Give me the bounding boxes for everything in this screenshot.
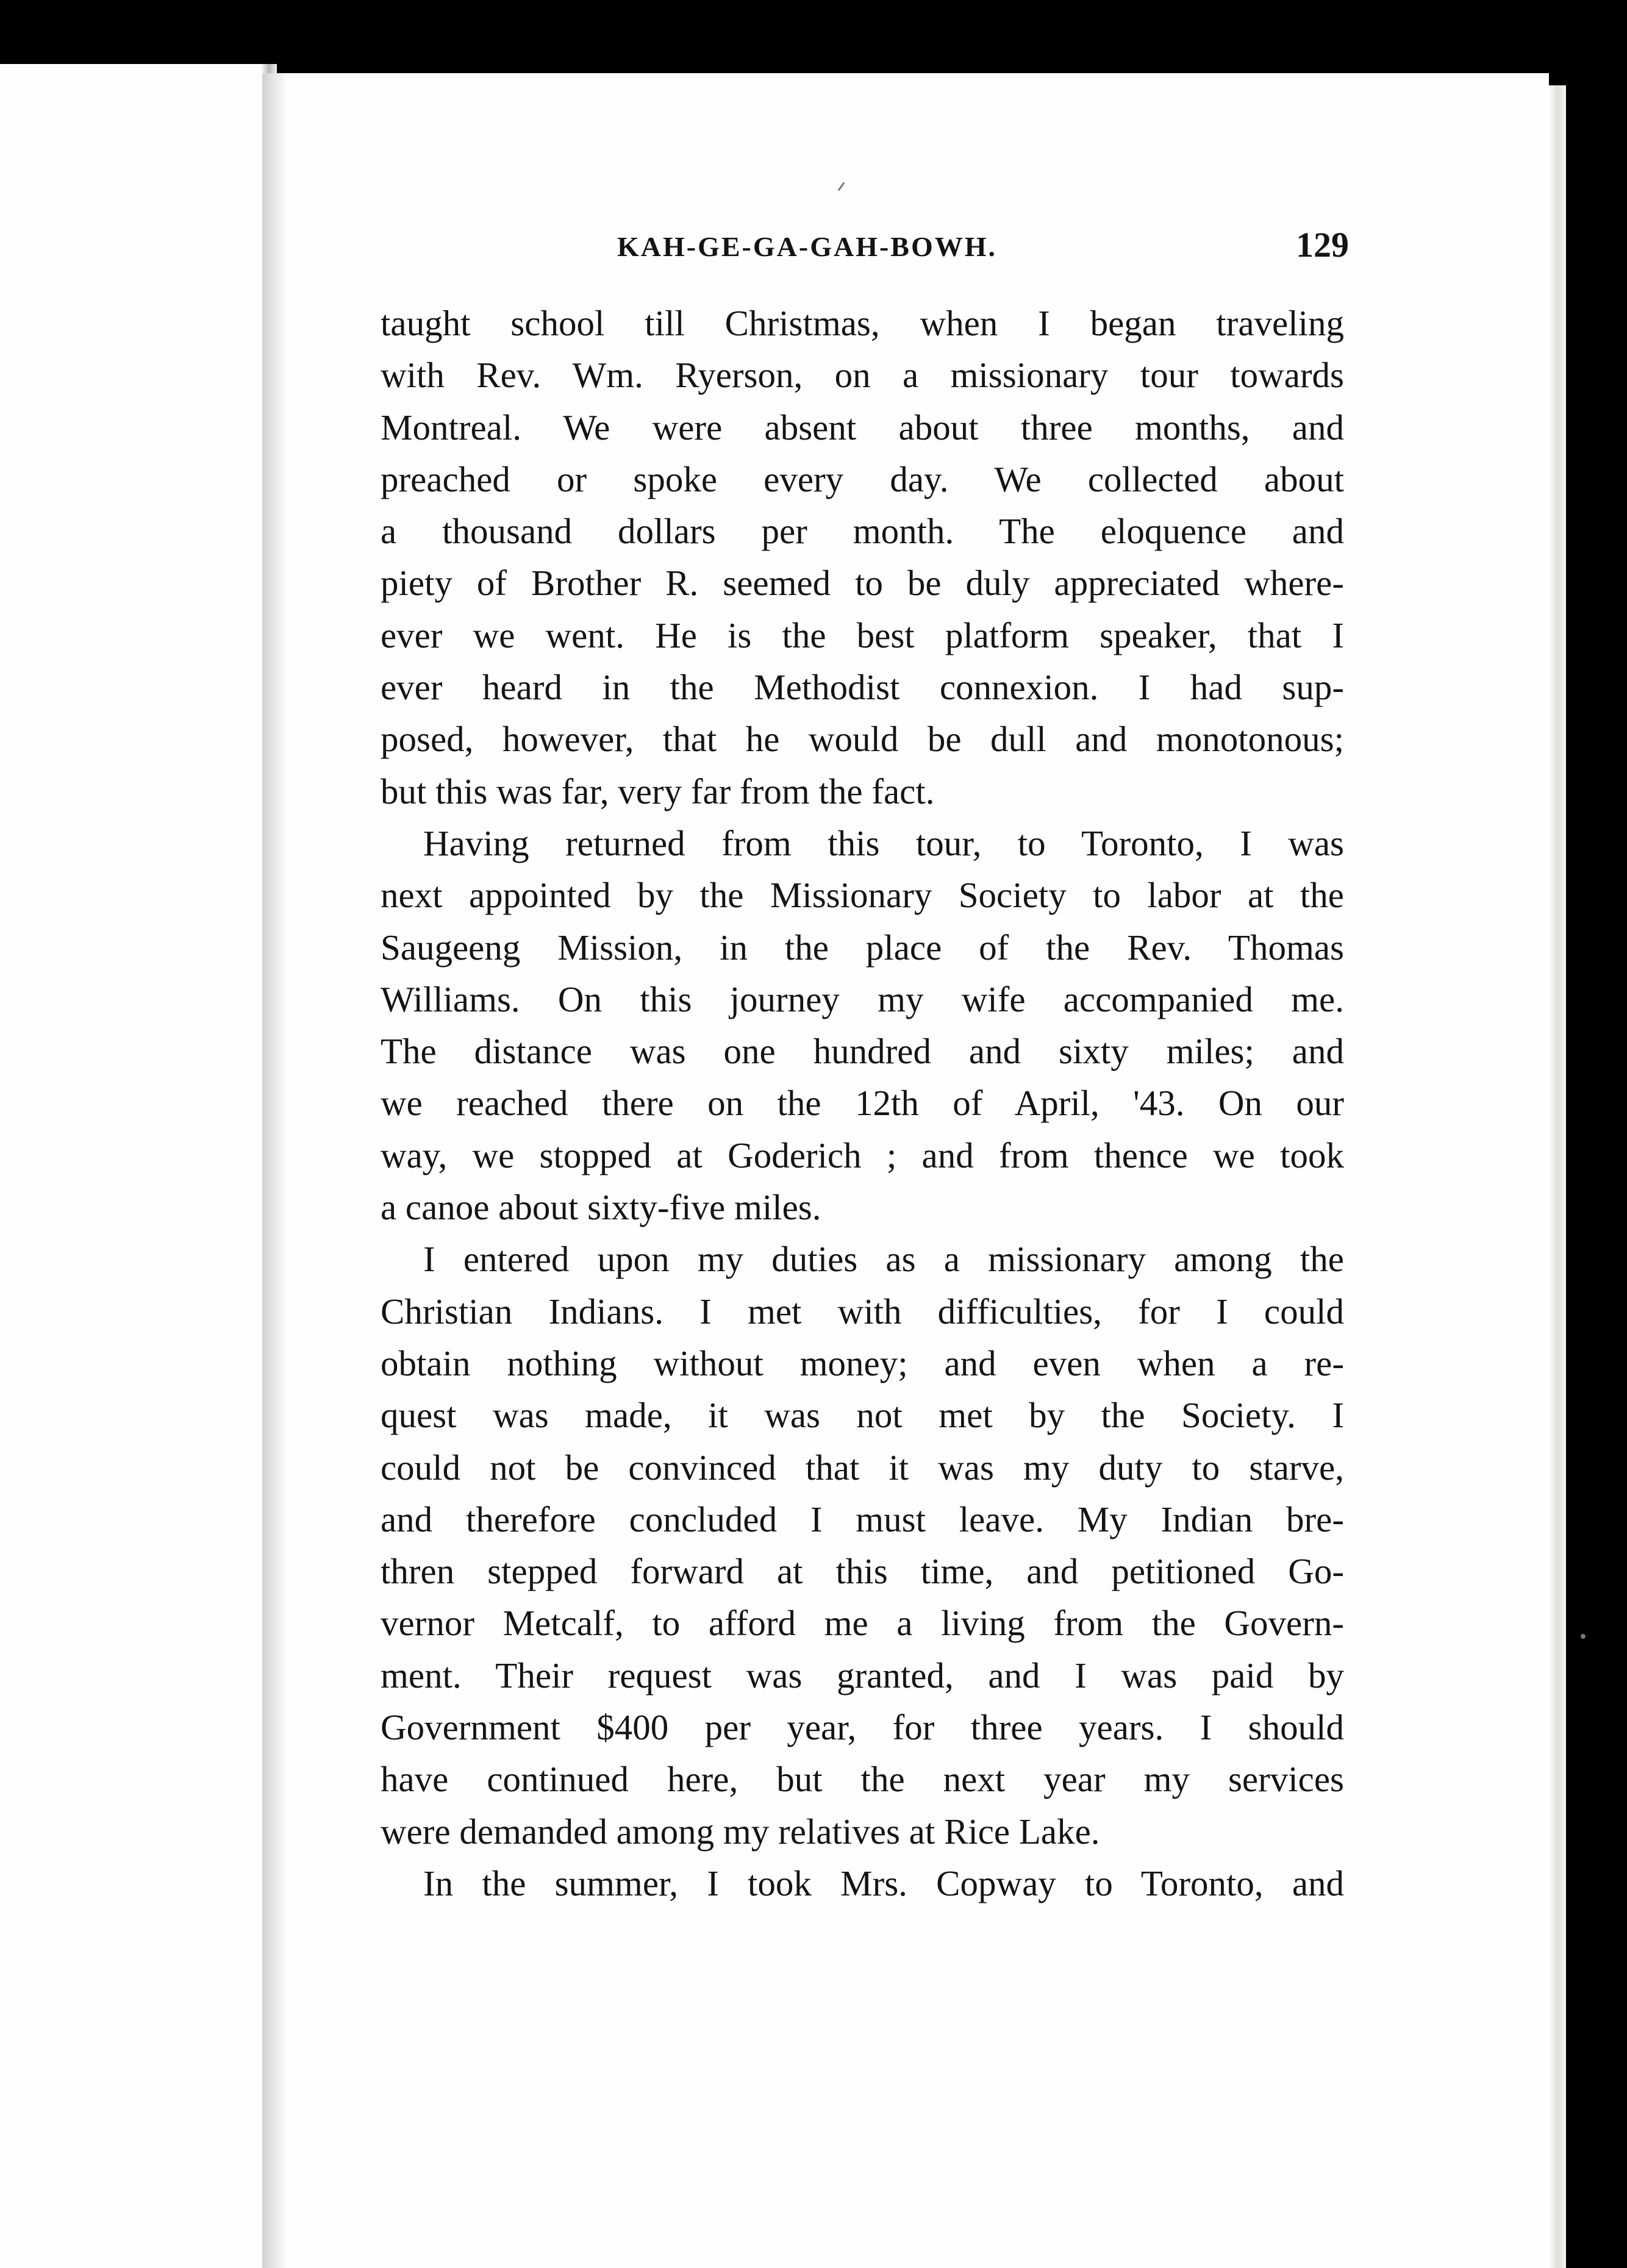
- text-line: and therefore concluded I must leave. My Indian bre-: [381, 1499, 1344, 1539]
- text-line: a canoe about sixty-five miles.: [381, 1187, 821, 1228]
- text-line: we reached there on the 12th of April, '43. On our: [381, 1083, 1344, 1124]
- left-page: [0, 64, 276, 2268]
- text-line: preached or spoke every day. We collected about: [381, 458, 1344, 499]
- text-line: were demanded among my relatives at Rice Lake.: [381, 1811, 1100, 1852]
- text-line: In the summer, I took Mrs. Copway to Toronto, and: [423, 1863, 1344, 1903]
- text-line: piety of Brother R. seemed to be duly appreciated where-: [381, 563, 1344, 604]
- text-line: taught school till Christmas, when I began traveling: [381, 303, 1344, 343]
- page-number: 129: [1296, 225, 1349, 265]
- text-line: thren stepped forward at this time, and petitioned Go-: [381, 1551, 1344, 1592]
- text-line: posed, however, that he would be dull and monotonous;: [381, 719, 1344, 760]
- text-line: ever heard in the Methodist connexion. I had sup-: [381, 667, 1344, 708]
- text-line: ever we went. He is the best platform speaker, that I: [381, 615, 1344, 655]
- text-line: but this was far, very far from the fact.: [381, 771, 935, 811]
- text-line: next appointed by the Missionary Society to labor at the: [381, 875, 1344, 916]
- text-line: The distance was one hundred and sixty miles; and: [381, 1031, 1344, 1072]
- text-line: Christian Indians. I met with difficulties, for I could: [381, 1291, 1344, 1332]
- text-line: Montreal. We were absent about three months, and: [381, 407, 1344, 448]
- text-line: way, we stopped at Goderich ; and from thence we took: [381, 1135, 1344, 1175]
- page-body-text: [381, 298, 1344, 1910]
- scan-speck: [1581, 1634, 1586, 1639]
- text-line: could not be convinced that it was my duty to starve,: [381, 1447, 1344, 1488]
- text-line: vernor Metcalf, to afford me a living from the Govern-: [381, 1603, 1344, 1644]
- text-line: have continued here, but the next year my services: [381, 1759, 1344, 1800]
- running-header: [617, 227, 1349, 269]
- text-line: ment. Their request was granted, and I was paid by: [381, 1655, 1344, 1696]
- text-line: quest was made, it was not met by the Society. I: [381, 1395, 1344, 1436]
- text-line: Saugeeng Mission, in the place of the Rev. Thomas: [381, 927, 1344, 968]
- text-line: I entered upon my duties as a missionary among the: [423, 1239, 1344, 1280]
- running-title: KAH-GE-GA-GAH-BOWH.: [617, 231, 998, 262]
- gutter-shadow: [262, 73, 287, 2268]
- text-line: Williams. On this journey my wife accompanied me.: [381, 979, 1344, 1019]
- text-line: Having returned from this tour, to Toronto, I was: [423, 822, 1344, 863]
- text-line: obtain nothing without money; and even when a re-: [381, 1343, 1344, 1383]
- text-line: with Rev. Wm. Ryerson, on a missionary tour towards: [381, 355, 1344, 396]
- text-line: Government $400 per year, for three years. I should: [381, 1707, 1344, 1748]
- text-line: a thousand dollars per month. The eloquence and: [381, 511, 1344, 552]
- right-page-edge: [1549, 85, 1566, 2268]
